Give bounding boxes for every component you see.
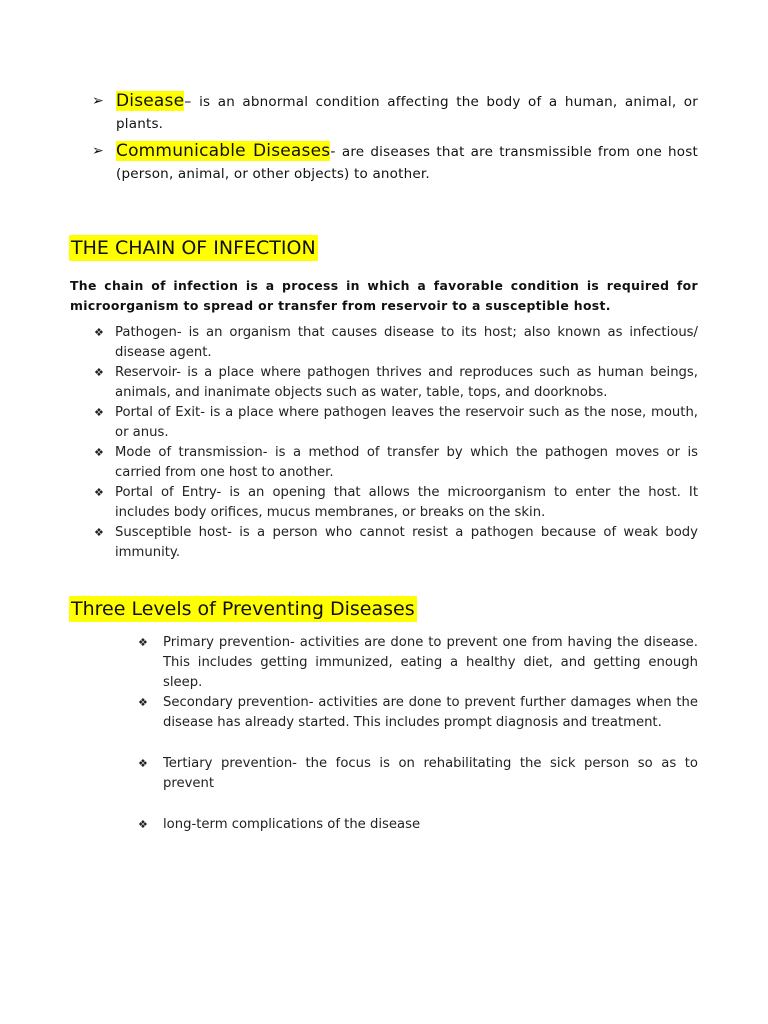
chain-of-infection-heading: THE CHAIN OF INFECTION xyxy=(71,237,316,259)
definition-text: is an abnormal condition affecting the body of a human, animal, or plants. xyxy=(116,94,698,132)
list-item: ❖ Pathogen- is an organism that causes disease to its host; also known as infectious/ disease agent. xyxy=(94,325,698,360)
definition-term: Communicable Diseases xyxy=(116,141,331,161)
diamond-bullet-icon: ❖ xyxy=(94,486,104,499)
arrow-bullet-icon: ➢ xyxy=(92,143,104,159)
list-item: ❖ long-term complications of the disease xyxy=(138,815,698,835)
diamond-bullet-icon: ❖ xyxy=(94,446,104,459)
diamond-bullet-icon: ❖ xyxy=(138,636,148,649)
diamond-bullet-icon: ❖ xyxy=(138,696,148,709)
diamond-bullet-icon: ❖ xyxy=(138,757,148,770)
diamond-bullet-icon: ❖ xyxy=(138,818,148,831)
chain-intro-paragraph: The chain of infection is a process in which a favorable condition is required for microorganism to spread or transfer from reservoir to a susceptible host. xyxy=(70,278,698,313)
list-item: ❖ Primary prevention- activities are done to prevent one from having the disease. This includes getting immunized, eating a healthy diet, and getting enough sleep. xyxy=(138,635,698,690)
list-item: ❖ Secondary prevention- activities are done to prevent further damages when the disease has already started. This includes prompt diagnosis and treatment. xyxy=(138,695,698,730)
list-item: ❖ Portal of Exit- is a place where pathogen leaves the reservoir such as the nose, mouth, or anus. xyxy=(94,405,698,440)
diamond-bullet-icon: ❖ xyxy=(94,366,104,379)
diamond-bullet-icon: ❖ xyxy=(94,526,104,539)
prevention-list xyxy=(138,754,698,794)
list-item: ❖ Tertiary prevention- the focus is on rehabilitating the sick person so as to prevent xyxy=(138,756,698,791)
prevention-list xyxy=(138,815,698,835)
diamond-bullet-icon: ❖ xyxy=(94,326,104,339)
definition-disease: ➢ Disease– is an abnormal condition affecting the body of a human, animal, or plants. xyxy=(92,91,698,132)
list-item: ❖ Susceptible host- is a person who cannot resist a pathogen because of weak body immunity. xyxy=(94,525,698,560)
diamond-bullet-icon: ❖ xyxy=(94,406,104,419)
list-item: ❖ Reservoir- is a place where pathogen thrives and reproduces such as human beings, animals, and inanimate objects such as water, table, tops, and doorknobs. xyxy=(94,365,698,400)
arrow-bullet-icon: ➢ xyxy=(92,93,104,109)
list-item: ❖ Mode of transmission- is a method of transfer by which the pathogen moves or is carried from one host to another. xyxy=(94,445,698,480)
definition-text: are diseases that are transmissible from one host (person, animal, or other objects) to another. xyxy=(116,144,698,182)
prevention-heading: Three Levels of Preventing Diseases xyxy=(71,598,415,620)
definition-term: Disease xyxy=(116,91,185,111)
prevention-list xyxy=(138,693,698,733)
definition-communicable-diseases: ➢ Communicable Diseases- are diseases that are transmissible from one host (person, animal, or other objects) to another. xyxy=(92,141,698,182)
chain-list xyxy=(94,323,698,563)
prevention-list xyxy=(138,633,698,693)
list-item: ❖ Portal of Entry- is an opening that allows the microorganism to enter the host. It includes body orifices, mucus membranes, or breaks on the skin. xyxy=(94,485,698,520)
